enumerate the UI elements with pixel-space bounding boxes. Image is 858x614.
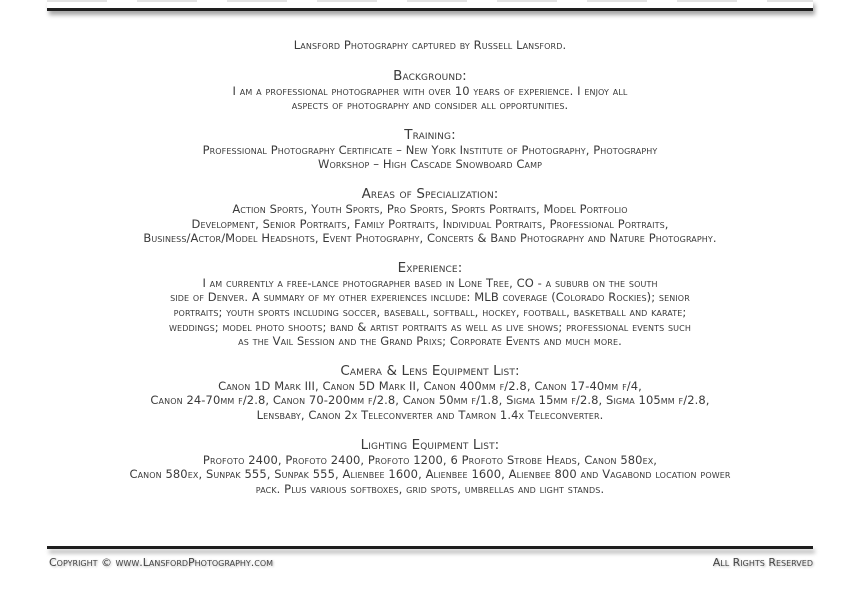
section-line: Business/Actor/Model Headshots, Event Photography, Concerts & Band Photography and Nature Photography.: [143, 231, 717, 246]
top-divider: [47, 0, 813, 11]
section-line: side of Denver. A summary of my other experiences include: MLB coverage (Colorado Rockies); senior: [170, 290, 690, 305]
section-heading: Camera & Lens Equipment List:: [340, 362, 520, 379]
section-line: as the Vail Session and the Grand Prixs; Corporate Events and much more.: [238, 334, 622, 349]
copyright-link[interactable]: Copyright © www.LansfordPhotography.com: [49, 556, 274, 569]
section-heading: Areas of Specialization:: [361, 185, 499, 202]
section-line: Profoto 2400, Profoto 2400, Profoto 1200, 6 Profoto Strobe Heads, Canon 580ex,: [202, 452, 658, 467]
section-line: portraits; youth sports including soccer, baseball, softball, hockey, football, basketball and karate;: [173, 304, 687, 319]
section-heading: Background:: [393, 67, 467, 84]
section-line: I am a professional photographer with over 10 years of experience. I enjoy all: [232, 83, 628, 98]
section-camera-equipment: [50, 364, 810, 423]
section-line: Development, Senior Portraits, Family Portraits, Individual Portraits, Professional Portraits,: [191, 216, 669, 231]
section-line: Action Sports, Youth Sports, Pro Sports, Sports Portraits, Model Portfolio: [232, 201, 628, 216]
bottom-divider: [47, 546, 813, 549]
section-heading: Training:: [404, 126, 456, 143]
intro-text: Lansford Photography captured by Russell Lansford.: [293, 38, 567, 52]
section-line: I am currently a free-lance photographer based in Lone Tree, CO - a suburb on the south: [202, 275, 658, 290]
section-line: Professional Photography Certificate – New York Institute of Photography, Photography: [202, 142, 658, 157]
rights-text: All Rights Reserved: [712, 556, 813, 569]
section-training: [50, 128, 810, 172]
section-line: Canon 24-70mm f/2.8, Canon 70-200mm f/2.8, Canon 50mm f/1.8, Sigma 15mm f/2.8, Sigma 105mm f/2.8,: [150, 393, 710, 408]
top-nav-remnant: [47, 0, 813, 2]
section-experience: [50, 261, 810, 349]
section-line: Lensbaby, Canon 2x Teleconverter and Tamron 1.4x Teleconverter.: [256, 407, 604, 422]
section-heading: Experience:: [397, 259, 463, 276]
section-specialization: [50, 187, 810, 246]
section-line: weddings; model photo shoots; band & artist portraits as well as live shows; professional events such: [169, 319, 691, 334]
section-line: Workshop – High Cascade Snowboard Camp: [317, 157, 542, 172]
section-line: pack. Plus various softboxes, grid spots, umbrellas and light stands.: [255, 481, 605, 496]
section-line: Canon 1D Mark III, Canon 5D Mark II, Canon 400mm f/2.8, Canon 17-40mm f/4,: [218, 378, 642, 393]
section-heading: Lighting Equipment List:: [360, 436, 500, 453]
about-content: [50, 38, 810, 511]
section-lighting-equipment: [50, 438, 810, 497]
section-background: [50, 69, 810, 113]
section-line: Canon 580ex, Sunpak 555, Sunpak 555, Alienbee 1600, Alienbee 1600, Alienbee 800 and Vagabond location power: [129, 467, 731, 482]
section-line: aspects of photography and consider all opportunities.: [291, 98, 569, 113]
